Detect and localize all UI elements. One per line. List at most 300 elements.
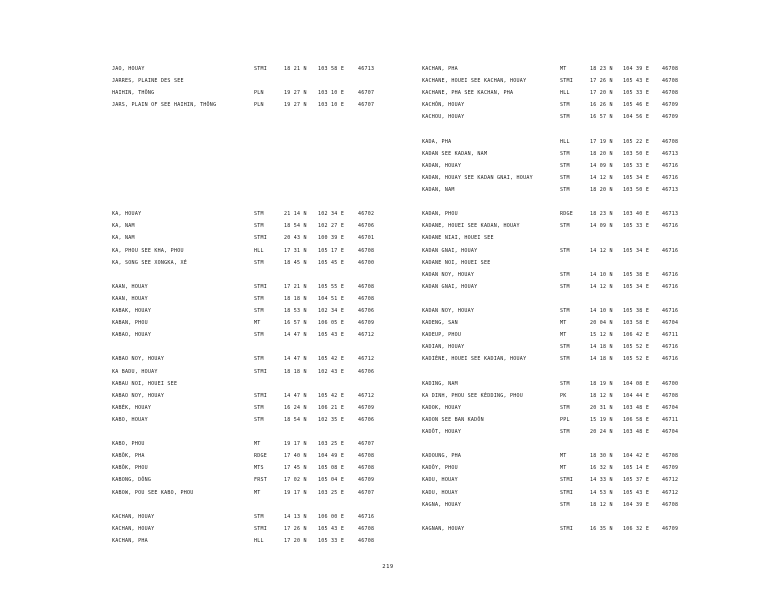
feature-type: STM	[560, 344, 570, 351]
map-code: 46709	[358, 320, 375, 327]
feature-type: STMI	[560, 525, 574, 532]
longitude: 106 42 E	[623, 332, 650, 339]
place-name: KADING, NAM	[422, 380, 458, 387]
feature-type: RDGE	[560, 211, 574, 218]
feature-type: STM	[560, 223, 570, 230]
gazetteer-entry	[0, 512, 375, 522]
map-code: 46716	[662, 271, 679, 278]
map-code: 46700	[662, 380, 679, 387]
latitude: 18 21 N	[284, 66, 307, 72]
feature-type: MT	[254, 320, 261, 327]
latitude: 17 31 N	[284, 247, 307, 254]
latitude: 18 23 N	[590, 66, 613, 72]
place-name: KA, PHOU SEE KHA, PHOU	[112, 247, 184, 254]
place-name: KABÔK, PHOU	[112, 465, 148, 472]
place-name: KABAO NOY, HOUAY	[112, 356, 165, 363]
longitude: 105 33 E	[623, 223, 650, 230]
place-name: KADAN NOY, HOUAY	[422, 308, 475, 314]
gazetteer-entry	[0, 463, 375, 473]
map-code: 46706	[358, 416, 375, 423]
longitude: 104 56 E	[623, 114, 650, 121]
place-name: KACHANE, HOUEI SEE KACHAN, HOUAY	[422, 78, 527, 85]
longitude: 106 21 E	[318, 404, 345, 411]
place-name: KADÔT, HOUAY	[422, 429, 462, 435]
feature-type: STM	[560, 283, 570, 290]
feature-type: MT	[560, 453, 567, 460]
map-code: 46713	[662, 211, 679, 218]
latitude: 16 57 N	[284, 320, 307, 327]
longitude: 105 22 E	[623, 138, 650, 145]
feature-type: HLL	[254, 247, 264, 254]
feature-type: STMI	[560, 78, 574, 85]
latitude: 18 23 N	[590, 211, 613, 218]
map-code: 46707	[358, 90, 375, 97]
longitude: 104 39 E	[623, 66, 650, 72]
longitude: 105 52 E	[623, 356, 650, 363]
map-code: 46701	[358, 235, 375, 242]
map-code: 46708	[358, 465, 375, 472]
place-name: KACHAN, HOUAY	[112, 513, 155, 520]
gazetteer-entry	[0, 88, 375, 98]
map-code: 46713	[358, 66, 375, 72]
map-code: 46712	[358, 392, 375, 399]
longitude: 103 48 E	[623, 429, 650, 435]
map-code: 46712	[662, 477, 679, 484]
place-name: KACHÔN, HOUAY	[422, 102, 465, 109]
map-code: 46708	[358, 453, 375, 460]
longitude: 105 33 E	[623, 90, 650, 97]
map-code: 46712	[358, 332, 375, 339]
latitude: 20 31 N	[590, 404, 613, 411]
gazetteer-entry	[388, 149, 728, 159]
latitude: 14 12 N	[590, 247, 613, 254]
latitude: 18 54 N	[284, 416, 307, 423]
longitude: 103 58 E	[623, 320, 650, 327]
gazetteer-entry	[0, 488, 375, 498]
latitude: 14 47 N	[284, 332, 307, 339]
map-code: 46702	[358, 211, 375, 218]
gazetteer-entry	[388, 354, 728, 364]
place-name: KADANE, HOUEI SEE KADAN, HOUAY	[422, 223, 520, 230]
latitude: 20 04 N	[590, 320, 613, 327]
gazetteer-entry	[0, 258, 375, 268]
gazetteer-entry	[0, 64, 375, 74]
latitude: 16 24 N	[284, 404, 307, 411]
latitude: 18 20 N	[590, 187, 613, 193]
longitude: 105 17 E	[318, 247, 345, 254]
longitude: 105 55 E	[318, 283, 345, 290]
place-name: KADEUP, PHOU	[422, 332, 462, 339]
longitude: 103 10 E	[318, 102, 345, 109]
place-name: KACHOU, HOUAY	[422, 114, 465, 121]
map-code: 46716	[662, 344, 679, 351]
longitude: 103 25 E	[318, 441, 345, 448]
latitude: 14 10 N	[590, 271, 613, 278]
latitude: 18 45 N	[284, 259, 307, 266]
latitude: 18 20 N	[590, 150, 613, 157]
gazetteer-entry	[388, 403, 728, 413]
feature-type: STM	[560, 247, 570, 254]
gazetteer-entry	[0, 318, 375, 328]
place-name: KABO, PHOU	[112, 441, 145, 448]
gazetteer-entry	[0, 367, 375, 377]
feature-type: STM	[254, 308, 264, 314]
place-name: KABÔK, PHA	[112, 453, 145, 460]
longitude: 105 45 E	[318, 259, 345, 266]
feature-type: FRST	[254, 477, 268, 484]
place-name: KACHAN, PHA	[422, 66, 458, 72]
longitude: 103 25 E	[318, 489, 345, 496]
longitude: 105 46 E	[623, 102, 650, 109]
feature-type: STM	[254, 332, 264, 339]
latitude: 17 20 N	[284, 537, 307, 544]
latitude: 16 35 N	[590, 525, 613, 532]
latitude: 18 12 N	[590, 392, 613, 399]
map-code: 46708	[358, 247, 375, 254]
latitude: 14 53 N	[590, 489, 613, 496]
feature-type: STM	[560, 404, 570, 411]
gazetteer-entry	[0, 246, 375, 256]
map-code: 46706	[358, 368, 375, 375]
latitude: 18 18 N	[284, 295, 307, 302]
place-name: KABOW, POU SEE KABO, PHOU	[112, 489, 194, 496]
map-code: 46708	[662, 66, 679, 72]
feature-type: PPL	[560, 416, 570, 423]
feature-type: STM	[254, 295, 264, 302]
latitude: 16 32 N	[590, 465, 613, 472]
latitude: 18 53 N	[284, 308, 307, 314]
map-code: 46708	[662, 392, 679, 399]
feature-type: STMI	[254, 392, 268, 399]
feature-type: PLN	[254, 102, 264, 109]
gazetteer-entry	[0, 221, 375, 231]
longitude: 103 58 E	[318, 66, 345, 72]
map-code: 46713	[662, 150, 679, 157]
latitude: 20 24 N	[590, 429, 613, 435]
feature-type: STM	[560, 162, 570, 169]
latitude: 17 40 N	[284, 453, 307, 460]
longitude: 106 58 E	[623, 416, 650, 423]
place-name: KACHAN, HOUAY	[112, 525, 155, 532]
feature-type: PLN	[254, 90, 264, 97]
longitude: 105 42 E	[318, 356, 345, 363]
place-name: KA, NAM	[112, 223, 135, 230]
latitude: 17 19 N	[590, 138, 613, 145]
place-name: KADON SEE BAN KADÔN	[422, 416, 484, 423]
feature-type: STMI	[254, 66, 268, 72]
gazetteer-entry	[0, 391, 375, 401]
latitude: 16 26 N	[590, 102, 613, 109]
place-name: KA DINH, PHOU SEE KÈDDING, PHOU	[422, 392, 524, 399]
place-name: KABAO NOY, HOUAY	[112, 392, 165, 399]
place-name: KAAN, HOUAY	[112, 283, 148, 290]
longitude: 105 37 E	[623, 477, 650, 484]
longitude: 105 34 E	[623, 247, 650, 254]
map-code: 46709	[662, 525, 679, 532]
gazetteer-entry	[388, 330, 728, 340]
feature-type: MT	[560, 465, 567, 472]
place-name: KABAN, PHOU	[112, 320, 148, 327]
longitude: 105 42 E	[318, 392, 345, 399]
gazetteer-entry	[0, 330, 375, 340]
right-column	[388, 0, 728, 600]
gazetteer-entry	[388, 137, 728, 147]
map-code: 46716	[662, 308, 679, 314]
feature-type: STM	[560, 102, 570, 109]
gazetteer-entry	[0, 209, 375, 219]
latitude: 17 26 N	[284, 525, 307, 532]
gazetteer-entry	[0, 415, 375, 425]
longitude: 105 43 E	[318, 525, 345, 532]
map-code: 46716	[662, 247, 679, 254]
map-code: 46708	[662, 453, 679, 460]
map-code: 46700	[358, 259, 375, 266]
latitude: 19 27 N	[284, 90, 307, 97]
latitude: 17 26 N	[590, 78, 613, 85]
longitude: 106 32 E	[623, 525, 650, 532]
map-code: 46716	[662, 174, 679, 181]
map-code: 46707	[358, 489, 375, 496]
gazetteer-entry	[388, 246, 728, 256]
gazetteer-entry	[0, 536, 375, 546]
latitude: 14 09 N	[590, 162, 613, 169]
place-name: KADANE NOI, HOUEI SEE	[422, 259, 491, 266]
place-name: KADOUNG, PHA	[422, 453, 462, 460]
place-name: KADAN, NAM	[422, 187, 455, 193]
gazetteer-entry	[388, 500, 728, 510]
gazetteer-entry	[388, 318, 728, 328]
longitude: 106 00 E	[318, 513, 345, 520]
longitude: 105 14 E	[623, 465, 650, 472]
place-name: KAAN, HOUAY	[112, 295, 148, 302]
place-name: KA, HOUAY	[112, 211, 142, 218]
feature-type: STM	[560, 429, 570, 435]
place-name: HAIHIN, THÔNG	[112, 90, 155, 97]
place-name: KADAN GNAI, HOUAY	[422, 247, 478, 254]
longitude: 102 43 E	[318, 368, 345, 375]
latitude: 14 18 N	[590, 356, 613, 363]
gazetteer-entry	[0, 294, 375, 304]
longitude: 105 33 E	[623, 162, 650, 169]
longitude: 102 35 E	[318, 416, 345, 423]
left-column	[0, 0, 375, 600]
gazetteer-entry	[388, 306, 728, 316]
map-code: 46708	[662, 138, 679, 145]
feature-type: MT	[560, 332, 567, 339]
latitude: 14 10 N	[590, 308, 613, 314]
gazetteer-entry	[388, 112, 728, 122]
place-name: KABAU NOI, HOUEI SEE	[112, 380, 178, 387]
gazetteer-entry	[388, 76, 728, 86]
feature-type: STM	[560, 187, 570, 193]
longitude: 105 43 E	[623, 489, 650, 496]
latitude: 18 12 N	[590, 501, 613, 508]
place-name: JARRES, PLAINE DES SEE	[112, 78, 184, 85]
longitude: 104 42 E	[623, 453, 650, 460]
feature-type: STM	[560, 501, 570, 508]
place-name: KADAN, HOUAY	[422, 162, 462, 169]
map-code: 46709	[358, 404, 375, 411]
place-name: KA, SONG SEE XONGKA, XÉ	[112, 259, 187, 266]
page-number: 219	[382, 564, 394, 570]
feature-type: STM	[254, 223, 264, 230]
gazetteer-entry	[388, 379, 728, 389]
map-code: 46709	[662, 465, 679, 472]
longitude: 106 05 E	[318, 320, 345, 327]
feature-type: HLL	[254, 537, 264, 544]
longitude: 102 34 E	[318, 308, 345, 314]
place-name: JARS, PLAIN OF SEE HAIHIN, THÔNG	[112, 102, 217, 109]
place-name: KAGNA, HOUAY	[422, 501, 462, 508]
feature-type: STMI	[254, 235, 268, 242]
place-name: KADAN NOY, HOUAY	[422, 271, 475, 278]
gazetteer-entry	[388, 64, 728, 74]
gazetteer-entry	[388, 270, 728, 280]
latitude: 15 12 N	[590, 332, 613, 339]
feature-type: STM	[254, 259, 264, 266]
latitude: 16 57 N	[590, 114, 613, 121]
place-name: KADAN SEE KADAN, NAM	[422, 150, 488, 157]
longitude: 105 04 E	[318, 477, 345, 484]
map-code: 46711	[662, 332, 679, 339]
gazetteer-entry	[388, 173, 728, 183]
place-name: KADU, HOUAY	[422, 477, 458, 484]
gazetteer-entry	[388, 209, 728, 219]
gazetteer-entry	[0, 403, 375, 413]
feature-type: STM	[254, 513, 264, 520]
map-code: 46708	[662, 501, 679, 508]
place-name: KACHANE, PHA SEE KACHAN, PHA	[422, 90, 514, 97]
place-name: JAO, HOUAY	[112, 66, 145, 72]
gazetteer-entry	[388, 463, 728, 473]
feature-type: STM	[560, 308, 570, 314]
gazetteer-entry	[0, 439, 375, 449]
longitude: 104 49 E	[318, 453, 345, 460]
place-name: KABAK, HOUAY	[112, 308, 152, 314]
longitude: 105 43 E	[623, 78, 650, 85]
place-name: KABAO, HOUAY	[112, 332, 152, 339]
map-code: 46708	[358, 295, 375, 302]
gazetteer-entry	[388, 415, 728, 425]
latitude: 17 21 N	[284, 283, 307, 290]
gazetteer-entry	[0, 100, 375, 110]
longitude: 105 43 E	[318, 332, 345, 339]
map-code: 46713	[662, 187, 679, 193]
place-name: KA BADU, HOUAY	[112, 368, 158, 375]
gazetteer-entry	[388, 475, 728, 485]
feature-type: STM	[254, 416, 264, 423]
feature-type: MT	[254, 489, 261, 496]
feature-type: STM	[560, 174, 570, 181]
map-code: 46708	[358, 537, 375, 544]
latitude: 14 13 N	[284, 513, 307, 520]
map-code: 46716	[662, 283, 679, 290]
map-code: 46707	[358, 102, 375, 109]
feature-type: STMI	[254, 283, 268, 290]
latitude: 19 17 N	[284, 489, 307, 496]
longitude: 104 44 E	[623, 392, 650, 399]
place-name: KADÔY, PHOU	[422, 465, 458, 472]
map-code: 46716	[358, 513, 375, 520]
gazetteer-entry	[0, 282, 375, 292]
place-name: KADANE NIAI, HOUEI SEE	[422, 235, 494, 242]
place-name: KACHAN, PHA	[112, 537, 148, 544]
latitude: 14 47 N	[284, 392, 307, 399]
gazetteer-entry	[0, 76, 340, 86]
feature-type: PK	[560, 392, 567, 399]
place-name: KADIÈNE, HOUEI SEE KADIAN, HOUAY	[422, 356, 527, 363]
latitude: 18 19 N	[590, 380, 613, 387]
longitude: 103 50 E	[623, 187, 650, 193]
feature-type: HLL	[560, 90, 570, 97]
gazetteer-entry	[388, 88, 728, 98]
latitude: 14 18 N	[590, 344, 613, 351]
place-name: KADU, HOUAY	[422, 489, 458, 496]
feature-type: MTS	[254, 465, 264, 472]
gazetteer-entry	[0, 451, 375, 461]
latitude: 14 12 N	[590, 174, 613, 181]
map-code: 46704	[662, 320, 679, 327]
latitude: 18 18 N	[284, 368, 307, 375]
map-code: 46711	[662, 416, 679, 423]
latitude: 14 09 N	[590, 223, 613, 230]
latitude: 14 33 N	[590, 477, 613, 484]
map-code: 46716	[662, 162, 679, 169]
place-name: KADIAN, HOUAY	[422, 344, 465, 351]
latitude: 18 54 N	[284, 223, 307, 230]
map-code: 46704	[662, 429, 679, 435]
gazetteer-entry	[388, 185, 728, 195]
feature-type: STMI	[560, 489, 574, 496]
gazetteer-entry	[0, 379, 340, 389]
gazetteer-entry	[388, 161, 728, 171]
latitude: 14 47 N	[284, 356, 307, 363]
latitude: 20 43 N	[284, 235, 307, 242]
map-code: 46716	[662, 223, 679, 230]
feature-type: STMI	[254, 368, 268, 375]
longitude: 103 50 E	[623, 150, 650, 157]
longitude: 104 51 E	[318, 295, 345, 302]
gazetteer-entry	[388, 233, 728, 243]
gazetteer-entry	[388, 451, 728, 461]
place-name: KADENG, SAN	[422, 320, 458, 327]
feature-type: STM	[560, 380, 570, 387]
latitude: 19 17 N	[284, 441, 307, 448]
gazetteer-entry	[0, 475, 375, 485]
longitude: 105 38 E	[623, 308, 650, 314]
gazetteer-entry	[0, 306, 375, 316]
map-code: 46706	[358, 223, 375, 230]
longitude: 105 34 E	[623, 174, 650, 181]
feature-type: STM	[560, 150, 570, 157]
longitude: 105 08 E	[318, 465, 345, 472]
map-code: 46709	[358, 477, 375, 484]
gazetteer-entry	[0, 354, 375, 364]
latitude: 15 19 N	[590, 416, 613, 423]
gazetteer-entry	[388, 100, 728, 110]
latitude: 17 02 N	[284, 477, 307, 484]
gazetteer-entry	[388, 488, 728, 498]
map-code: 46708	[662, 90, 679, 97]
longitude: 104 08 E	[623, 380, 650, 387]
map-code: 46704	[662, 404, 679, 411]
feature-type: RDGE	[254, 453, 268, 460]
feature-type: STM	[560, 114, 570, 121]
longitude: 103 48 E	[623, 404, 650, 411]
gazetteer-entry	[0, 233, 375, 243]
longitude: 102 34 E	[318, 211, 345, 218]
map-code: 46708	[358, 283, 375, 290]
